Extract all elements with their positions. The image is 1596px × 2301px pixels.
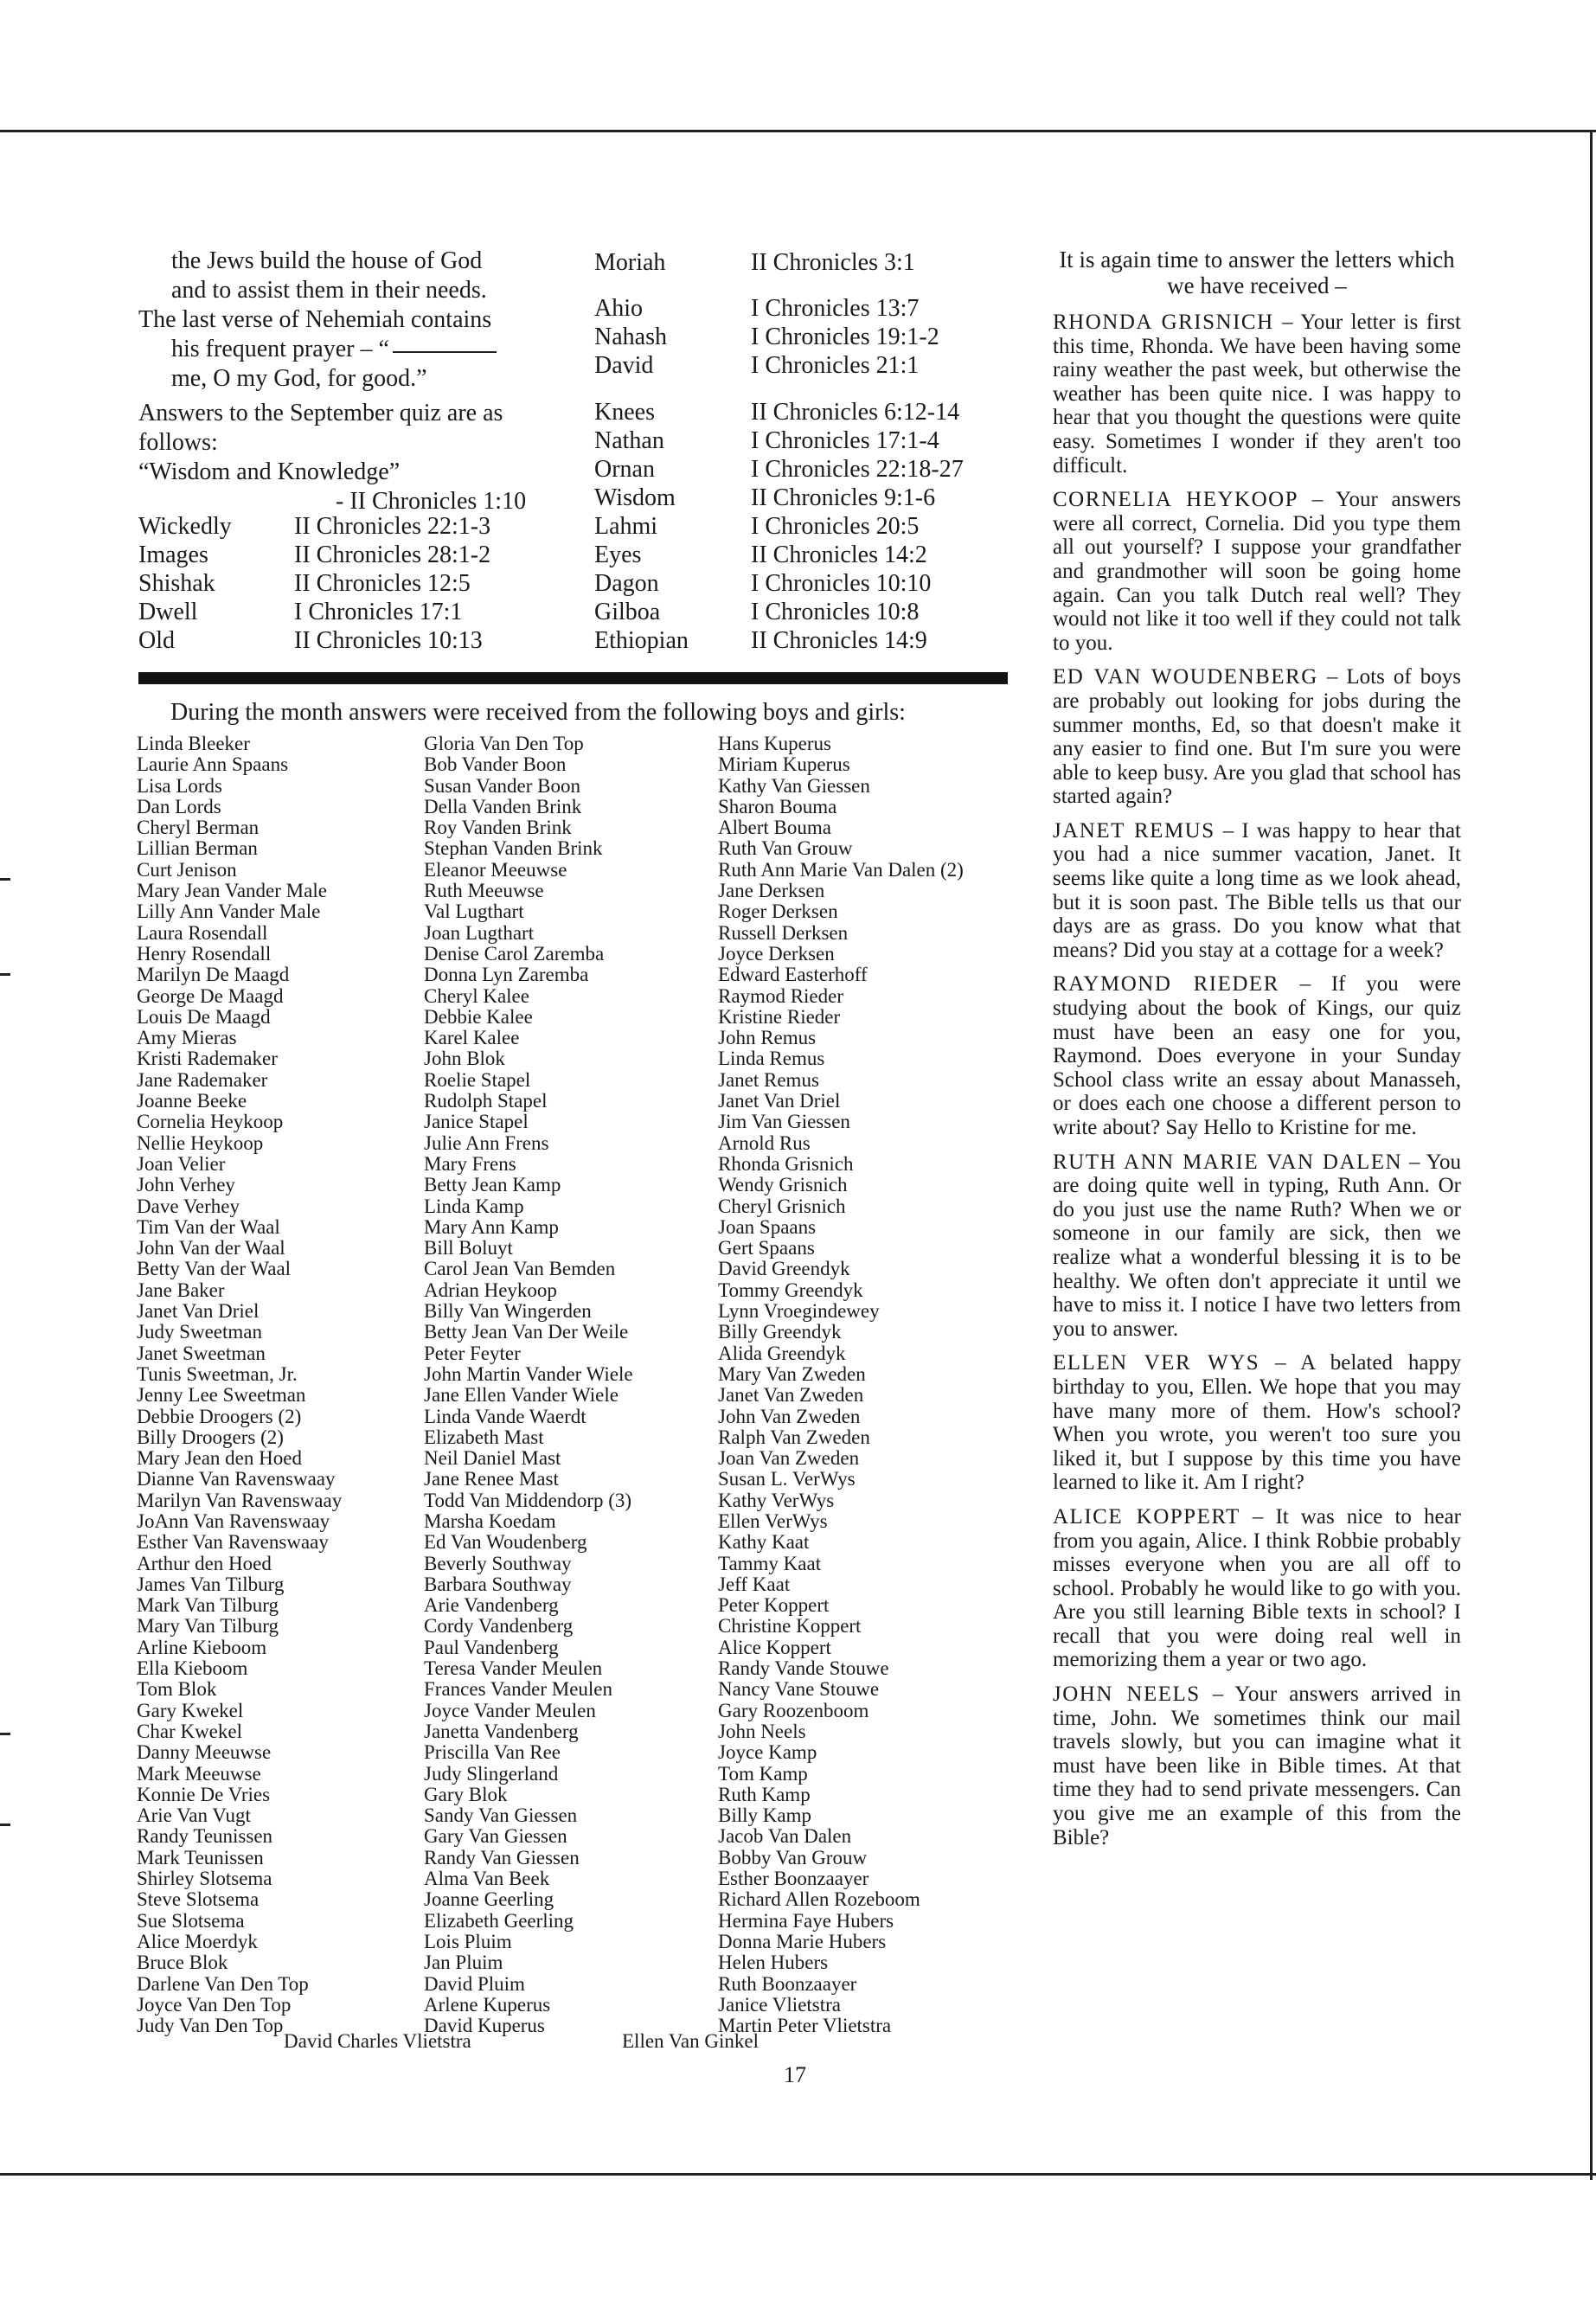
dash-separator: – bbox=[1298, 488, 1336, 512]
dash-separator: – bbox=[1402, 1150, 1426, 1174]
name-entry: Raymod Rieder bbox=[718, 984, 843, 1007]
name-entry: Todd Van Middendorp (3) bbox=[424, 1489, 632, 1511]
letter-reply bbox=[1053, 665, 1461, 809]
name-entry: Sue Slotsema bbox=[137, 1909, 245, 1932]
name-entry: Cheryl Berman bbox=[137, 817, 260, 839]
name-entry: Kathy Van Giessen bbox=[718, 774, 870, 797]
names-heading: During the month answers were received from the following boys and girls: bbox=[170, 699, 906, 726]
name-entry: Lilly Ann Vander Male bbox=[137, 901, 321, 923]
quiz-word: Wisdom bbox=[594, 484, 676, 511]
letter-text: I was happy to hear that you had a nice summer vacation, Janet. It seems like quite a long time as we look ahead, but it is soon past. The Bible tells us that our days are as grass. Do you know what that means? Did you stay at a cottage for a week? bbox=[1053, 818, 1461, 962]
name-entry: Alida Greendyk bbox=[718, 1342, 846, 1364]
letter-recipient: ED VAN WOUDENBERG bbox=[1053, 665, 1318, 689]
name-entry: Jan Pluim bbox=[424, 1952, 503, 1974]
name-entry: Steve Slotsema bbox=[137, 1888, 260, 1911]
name-entry: Judy Slingerland bbox=[424, 1762, 559, 1785]
quiz-ref: I Chronicles 10:8 bbox=[751, 599, 920, 625]
name-entry: Mary Ann Kamp bbox=[424, 1215, 559, 1238]
name-entry: Janice Vlietstra bbox=[718, 1993, 841, 2016]
name-entry: Rhonda Grisnich bbox=[718, 1152, 854, 1175]
name-entry: Frances Vander Meulen bbox=[424, 1678, 613, 1701]
name-entry: Arnold Rus bbox=[718, 1131, 811, 1154]
name-entry: Roy Vanden Brink bbox=[424, 817, 572, 839]
quiz-word: Wickedly bbox=[138, 513, 232, 540]
name-entry: Judy Van Den Top bbox=[137, 2015, 284, 2037]
letter-reply bbox=[1053, 1351, 1461, 1495]
quiz-word: Images bbox=[138, 542, 208, 568]
quiz-ref: II Chronicles 10:13 bbox=[294, 627, 483, 654]
quiz-ref: II Chronicles 28:1-2 bbox=[294, 542, 491, 568]
name-entry: Mary Jean Vander Male bbox=[137, 880, 327, 902]
name-entry: Debbie Kalee bbox=[424, 1005, 533, 1028]
name-entry: Billy Greendyk bbox=[718, 1321, 842, 1343]
name-entry: Arthur den Hoed bbox=[137, 1552, 272, 1574]
dash-separator: – bbox=[1240, 1504, 1276, 1529]
name-entry: Joyce Vander Meulen bbox=[424, 1699, 596, 1721]
intro-line bbox=[138, 335, 554, 364]
name-entry: Randy Vande Stouwe bbox=[718, 1657, 889, 1680]
letter-reply bbox=[1053, 972, 1461, 1139]
name-entry: Peter Koppert bbox=[718, 1594, 830, 1617]
name-entry: Mary Van Tilburg bbox=[137, 1615, 279, 1638]
intro-paragraph bbox=[138, 247, 554, 516]
intro-line: the Jews build the house of God bbox=[171, 247, 483, 274]
name-entry: Cheryl Kalee bbox=[424, 984, 529, 1007]
name-entry: Betty Jean Kamp bbox=[424, 1174, 561, 1196]
name-entry: Tunis Sweetman, Jr. bbox=[137, 1362, 298, 1385]
name-entry: Gary Blok bbox=[424, 1783, 508, 1805]
name-entry: Tommy Greendyk bbox=[718, 1279, 863, 1301]
quiz-ref: I Chronicles 22:18-27 bbox=[751, 456, 964, 483]
margin-tick bbox=[0, 1823, 10, 1826]
quiz-word: Lahmi bbox=[594, 513, 658, 540]
name-entry: John Van der Waal bbox=[137, 1237, 285, 1259]
name-entry: Arie Van Vugt bbox=[137, 1804, 251, 1827]
name-entry: Gary Roozenboom bbox=[718, 1699, 869, 1721]
name-entry: Alice Moerdyk bbox=[137, 1930, 258, 1952]
quiz-word: Dwell bbox=[138, 599, 198, 625]
quiz-title-ref: - II Chronicles 1:10 bbox=[336, 488, 527, 515]
name-entry: Amy Mieras bbox=[137, 1027, 237, 1049]
name-entry: Janet Van Driel bbox=[137, 1300, 260, 1323]
name-entry: Nellie Heykoop bbox=[137, 1131, 264, 1154]
name-entry: Linda Remus bbox=[718, 1048, 825, 1070]
quiz-word: Dagon bbox=[594, 570, 659, 597]
name-entry: Jane Baker bbox=[137, 1279, 225, 1301]
name-entry: Neil Daniel Mast bbox=[424, 1447, 561, 1470]
page-border-right bbox=[1590, 130, 1593, 2180]
letter-recipient: RAYMOND RIEDER bbox=[1053, 972, 1279, 997]
name-entry: Elizabeth Geerling bbox=[424, 1909, 574, 1932]
page-number: 17 bbox=[784, 2062, 806, 2087]
letters-column bbox=[1053, 247, 1461, 1860]
name-entry: Bob Vander Boon bbox=[424, 753, 567, 776]
name-entry: Janet Sweetman bbox=[137, 1342, 266, 1364]
name-entry: Lois Pluim bbox=[424, 1930, 512, 1952]
quiz-word: Shishak bbox=[138, 570, 215, 597]
letter-text: Your letter is first this time, Rhonda. We have been having some rainy weather the past week, but otherwise the weather has been quite nice. I was happy to hear that you thought the questions were quite easy. Sometimes I wonder if they aren't too difficult. bbox=[1053, 311, 1461, 478]
name-entry: Russell Derksen bbox=[718, 921, 849, 944]
name-entry: Bill Boluyt bbox=[424, 1237, 513, 1259]
name-entry: Randy Teunissen bbox=[137, 1825, 273, 1848]
name-entry: Paul Vandenberg bbox=[424, 1636, 559, 1658]
names-column-1 bbox=[137, 734, 342, 2036]
name-entry: Kristi Rademaker bbox=[137, 1048, 278, 1070]
name-entry: Tammy Kaat bbox=[718, 1552, 822, 1574]
name-entry: Jane Renee Mast bbox=[424, 1468, 559, 1490]
name-entry: Ralph Van Zweden bbox=[718, 1426, 870, 1448]
quiz-word: Ethiopian bbox=[594, 627, 689, 654]
name-entry: Barbara Southway bbox=[424, 1573, 572, 1595]
name-entry: George De Maagd bbox=[137, 984, 284, 1007]
name-entry: Mary Jean den Hoed bbox=[137, 1447, 302, 1470]
dash-separator: – bbox=[1279, 972, 1331, 997]
name-entry: Joyce Derksen bbox=[718, 942, 835, 965]
name-entry: Julie Ann Frens bbox=[424, 1131, 549, 1154]
letter-reply bbox=[1053, 488, 1461, 655]
name-entry: Roelie Stapel bbox=[424, 1068, 531, 1091]
name-entry: Mary Van Zweden bbox=[718, 1362, 866, 1385]
letter-text: It was nice to hear from you again, Alice. I think Robbie probably misses everyone when you are all off to school. Probably he would like to go with you. Are you still learning Bible texts in school? I recall that you were doing real well in memorizing them a year or two ago. bbox=[1053, 1504, 1462, 1672]
margin-tick bbox=[0, 878, 10, 881]
quiz-ref: I Chronicles 19:1-2 bbox=[751, 324, 939, 350]
name-entry: Alma Van Beek bbox=[424, 1868, 550, 1890]
name-entry: Ruth Ann Marie Van Dalen (2) bbox=[718, 858, 964, 881]
name-entry: Linda Bleeker bbox=[137, 733, 250, 754]
quiz-word: Moriah bbox=[594, 249, 666, 276]
quiz-word: Gilboa bbox=[594, 599, 661, 625]
name-entry: Priscilla Van Ree bbox=[424, 1741, 561, 1764]
name-entry: Sharon Bouma bbox=[718, 795, 837, 817]
names-column-3 bbox=[718, 734, 964, 2036]
name-entry: Karel Kalee bbox=[424, 1027, 520, 1049]
quiz-title: “Wisdom and Knowledge” bbox=[138, 458, 401, 485]
name-entry: Roger Derksen bbox=[718, 901, 838, 923]
name-entry: Janetta Vandenberg bbox=[424, 1720, 579, 1742]
name-entry: Linda Vande Waerdt bbox=[424, 1405, 586, 1427]
name-entry: Ruth Boonzaayer bbox=[718, 1972, 857, 1995]
quiz-ref: I Chronicles 10:10 bbox=[751, 570, 932, 597]
prayer-text: his frequent prayer – “ bbox=[171, 336, 389, 362]
name-entry: Hans Kuperus bbox=[718, 733, 831, 754]
name-entry: Esther Van Ravenswaay bbox=[137, 1531, 329, 1554]
name-entry: Gary Van Giessen bbox=[424, 1825, 567, 1848]
name-entry: David Pluim bbox=[424, 1972, 525, 1995]
name-entry: Susan L. VerWys bbox=[718, 1468, 856, 1490]
name-entry: Tim Van der Waal bbox=[137, 1215, 280, 1238]
quiz-word: David bbox=[594, 352, 654, 379]
name-entry: Darlene Van Den Top bbox=[137, 1972, 309, 1995]
name-entry: Arline Kieboom bbox=[137, 1636, 267, 1658]
page-border-top bbox=[0, 130, 1596, 132]
name-entry: John Neels bbox=[718, 1720, 806, 1742]
name-entry: Jane Ellen Vander Wiele bbox=[424, 1384, 619, 1407]
quiz-ref: I Chronicles 21:1 bbox=[751, 352, 920, 379]
letter-reply bbox=[1053, 819, 1461, 963]
fill-in-blank bbox=[393, 351, 497, 353]
name-entry: Joan Spaans bbox=[718, 1215, 817, 1238]
name-entry: Miriam Kuperus bbox=[718, 753, 850, 776]
name-entry: Lillian Berman bbox=[137, 837, 258, 860]
name-entry: Martin Peter Vlietstra bbox=[718, 2015, 892, 2037]
name-entry: Cheryl Grisnich bbox=[718, 1195, 846, 1217]
section-divider bbox=[138, 672, 1008, 684]
name-entry: Sandy Van Giessen bbox=[424, 1804, 578, 1827]
name-entry: Betty Van der Waal bbox=[137, 1258, 292, 1280]
name-entry: Jane Derksen bbox=[718, 880, 825, 902]
name-entry: Henry Rosendall bbox=[137, 942, 272, 965]
name-entry: Alice Koppert bbox=[718, 1636, 831, 1658]
name-entry: Arie Vandenberg bbox=[424, 1594, 559, 1617]
name-entry: Linda Kamp bbox=[424, 1195, 524, 1217]
name-entry: Gert Spaans bbox=[718, 1237, 815, 1259]
name-entry: Joan Velier bbox=[137, 1152, 226, 1175]
dash-separator: – bbox=[1259, 1351, 1301, 1375]
name-entry: Billy Kamp bbox=[718, 1804, 811, 1827]
intro-line: me, O my God, for good.” bbox=[171, 365, 427, 392]
dash-separator: – bbox=[1215, 818, 1242, 843]
letter-reply bbox=[1053, 1682, 1461, 1849]
name-entry: Denise Carol Zaremba bbox=[424, 942, 605, 965]
name-entry: JoAnn Van Ravenswaay bbox=[137, 1509, 330, 1532]
name-entry: Elizabeth Mast bbox=[424, 1426, 544, 1448]
name-entry: Nancy Vane Stouwe bbox=[718, 1678, 880, 1701]
names-column-2 bbox=[424, 734, 633, 2036]
name-entry: Louis De Maagd bbox=[137, 1005, 271, 1028]
quiz-ref: I Chronicles 17:1-4 bbox=[751, 427, 939, 454]
letter-recipient: RUTH ANN MARIE VAN DALEN bbox=[1053, 1150, 1403, 1174]
name-entry: Janet Remus bbox=[718, 1068, 819, 1091]
name-entry: Albert Bouma bbox=[718, 817, 831, 839]
dash-separator: – bbox=[1317, 665, 1347, 689]
name-entry: Della Vanden Brink bbox=[424, 795, 582, 817]
name-entry: Laurie Ann Spaans bbox=[137, 753, 289, 776]
quiz-ref: II Chronicles 14:9 bbox=[751, 627, 927, 654]
name-entry: Kristine Rieder bbox=[718, 1005, 841, 1028]
name-entry: Eleanor Meeuwse bbox=[424, 858, 567, 881]
name-entry: Beverly Southway bbox=[424, 1552, 572, 1574]
quiz-ref: II Chronicles 12:5 bbox=[294, 570, 471, 597]
name-entry: Jim Van Giessen bbox=[718, 1111, 850, 1133]
letter-recipient: ELLEN VER WYS bbox=[1053, 1351, 1260, 1375]
quiz-word: Nahash bbox=[594, 324, 667, 350]
name-entry: Ellen VerWys bbox=[718, 1509, 828, 1532]
name-entry: Bruce Blok bbox=[137, 1952, 228, 1974]
letters-intro: It is again time to answer the letters which we have received – bbox=[1059, 247, 1455, 298]
name-entry: James Van Tilburg bbox=[137, 1573, 285, 1595]
letter-text: Your answers arrived in time, John. We sometimes think our mail travels slowly, but you can imagine what it must have been like in Bible times. At that time they had to send private messengers. Can you give me an example of this from the Bible? bbox=[1053, 1682, 1461, 1849]
name-entry: Joan Lugthart bbox=[424, 921, 535, 944]
name-entry: Konnie De Vries bbox=[137, 1783, 271, 1805]
name-entry: Ellen Van Ginkel bbox=[622, 2030, 759, 2052]
name-entry: Donna Lyn Zaremba bbox=[424, 964, 589, 986]
name-entry: Arlene Kuperus bbox=[424, 1993, 551, 2016]
name-entry: Ed Van Woudenberg bbox=[424, 1531, 587, 1554]
name-entry: Janet Van Zweden bbox=[718, 1384, 864, 1407]
margin-tick bbox=[0, 973, 10, 976]
intro-line: and to assist them in their needs. bbox=[171, 277, 487, 304]
dash-separator: – bbox=[1200, 1682, 1235, 1707]
letter-reply bbox=[1053, 311, 1461, 478]
name-entry: Laura Rosendall bbox=[137, 921, 268, 944]
name-entry: Peter Feyter bbox=[424, 1342, 521, 1364]
quiz-ref: II Chronicles 22:1-3 bbox=[294, 513, 491, 540]
name-entry: Tom Kamp bbox=[718, 1762, 808, 1785]
name-entry: David Kuperus bbox=[424, 2015, 545, 2037]
name-entry: Dan Lords bbox=[137, 795, 221, 817]
name-entry: Debbie Droogers (2) bbox=[137, 1405, 302, 1427]
letter-recipient: CORNELIA HEYKOOP bbox=[1053, 488, 1299, 512]
letter-text: A belated happy birthday to you, Ellen. We hope that you may have many more of them. How's school? When you wrote, you weren't too sure you liked it, but I suppose by this time you have learned to like it. Am I right? bbox=[1053, 1351, 1461, 1495]
name-entry: Curt Jenison bbox=[137, 858, 237, 881]
letter-text: Your answers were all correct, Cornelia. Did you type them all out yourself? I suppose your grandfather and grandmother will soon be going home again. Can you talk Dutch real well? They would not like it too well if they could not talk to you. bbox=[1053, 488, 1461, 655]
name-entry: David Charles Vlietstra bbox=[284, 2030, 471, 2052]
name-entry: Mark Meeuwse bbox=[137, 1762, 261, 1785]
name-entry: Donna Marie Hubers bbox=[718, 1930, 887, 1952]
name-entry: John Blok bbox=[424, 1048, 505, 1070]
name-entry: Joyce Kamp bbox=[718, 1741, 817, 1764]
page-border-bottom bbox=[0, 2173, 1596, 2176]
name-entry: Edward Easterhoff bbox=[718, 964, 868, 986]
name-entry: Jenny Lee Sweetman bbox=[137, 1384, 306, 1407]
name-entry: Marilyn De Maagd bbox=[137, 964, 290, 986]
intro-line: follows: bbox=[138, 429, 218, 456]
quiz-ref: II Chronicles 9:1-6 bbox=[751, 484, 936, 511]
name-entry: Ruth Van Grouw bbox=[718, 837, 853, 860]
quiz-word: Ornan bbox=[594, 456, 655, 483]
name-entry: David Greendyk bbox=[718, 1258, 850, 1280]
name-entry: Joan Van Zweden bbox=[718, 1447, 860, 1470]
name-entry: Teresa Vander Meulen bbox=[424, 1657, 603, 1680]
name-entry: Randy Van Giessen bbox=[424, 1846, 580, 1868]
name-entry: Dianne Van Ravenswaay bbox=[137, 1468, 336, 1490]
name-entry: Mark Van Tilburg bbox=[137, 1594, 279, 1617]
quiz-word: Knees bbox=[594, 399, 655, 426]
name-entry: Joanne Geerling bbox=[424, 1888, 554, 1911]
name-entry: Char Kwekel bbox=[137, 1720, 242, 1742]
intro-line: The last verse of Nehemiah contains bbox=[138, 306, 492, 333]
name-entry: Val Lugthart bbox=[424, 901, 524, 923]
quiz-word: Ahio bbox=[594, 295, 643, 322]
name-entry: Bobby Van Grouw bbox=[718, 1846, 868, 1868]
name-entry: Cornelia Heykoop bbox=[137, 1111, 284, 1133]
letter-text: If you were studying about the book of Kings, our quiz must have been an easy one for you, Raymond. Does everyone in your Sunday School class write an essay about Manasseh, or does each one choose a different person to write about? Say Hello to Kristine for me. bbox=[1053, 972, 1461, 1139]
name-entry: Esther Boonzaayer bbox=[718, 1868, 869, 1890]
name-entry: Jane Rademaker bbox=[137, 1068, 268, 1091]
name-entry: Richard Allen Rozeboom bbox=[718, 1888, 920, 1911]
name-entry: John Van Zweden bbox=[718, 1405, 861, 1427]
quiz-word: Eyes bbox=[594, 542, 642, 568]
name-entry: Tom Blok bbox=[137, 1678, 217, 1701]
name-entry: John Martin Vander Wiele bbox=[424, 1362, 633, 1385]
name-entry: Mary Frens bbox=[424, 1152, 516, 1175]
name-entry: Janice Stapel bbox=[424, 1111, 529, 1133]
quiz-ref: II Chronicles 3:1 bbox=[751, 249, 915, 276]
name-entry: Billy Droogers (2) bbox=[137, 1426, 284, 1448]
name-entry: Wendy Grisnich bbox=[718, 1174, 848, 1196]
name-entry: Helen Hubers bbox=[718, 1952, 829, 1974]
name-entry: Susan Vander Boon bbox=[424, 774, 581, 797]
quiz-ref: II Chronicles 14:2 bbox=[751, 542, 927, 568]
name-entry: Ruth Meeuwse bbox=[424, 880, 544, 902]
name-entry: Mark Teunissen bbox=[137, 1846, 264, 1868]
name-entry: Shirley Slotsema bbox=[137, 1868, 272, 1890]
name-entry: Lynn Vroegindewey bbox=[718, 1300, 880, 1323]
letter-recipient: JANET REMUS bbox=[1053, 818, 1215, 843]
name-entry: Judy Sweetman bbox=[137, 1321, 263, 1343]
name-entry: Kathy Kaat bbox=[718, 1531, 810, 1554]
quiz-word: Old bbox=[138, 627, 175, 654]
name-entry: Dave Verhey bbox=[137, 1195, 240, 1217]
name-entry: John Verhey bbox=[137, 1174, 235, 1196]
name-entry: Jeff Kaat bbox=[718, 1573, 791, 1595]
name-entry: John Remus bbox=[718, 1027, 817, 1049]
intro-line: Answers to the September quiz are as bbox=[138, 400, 503, 426]
name-entry: Joanne Beeke bbox=[137, 1090, 247, 1112]
name-entry: Gloria Van Den Top bbox=[424, 733, 584, 754]
name-entry: Jacob Van Dalen bbox=[718, 1825, 852, 1848]
name-entry: Janet Van Driel bbox=[718, 1090, 841, 1112]
name-entry: Ella Kieboom bbox=[137, 1657, 248, 1680]
name-entry: Marilyn Van Ravenswaay bbox=[137, 1489, 343, 1511]
name-entry: Cordy Vandenberg bbox=[424, 1615, 574, 1638]
letter-reply bbox=[1053, 1150, 1461, 1342]
quiz-ref: I Chronicles 13:7 bbox=[751, 295, 920, 322]
name-entry: Gary Kwekel bbox=[137, 1699, 244, 1721]
letter-text: Lots of boys are probably out looking for jobs during the summer months, Ed, so that doesn't make it any easier to find one. But I'm sure you were able to keep busy. Are you glad that school has started again? bbox=[1053, 665, 1461, 809]
name-entry: Christine Koppert bbox=[718, 1615, 862, 1638]
name-entry: Marsha Koedam bbox=[424, 1509, 556, 1532]
quiz-word: Nathan bbox=[594, 427, 664, 454]
quiz-ref: I Chronicles 17:1 bbox=[294, 599, 463, 625]
name-entry: Hermina Faye Hubers bbox=[718, 1909, 894, 1932]
name-entry: Danny Meeuwse bbox=[137, 1741, 272, 1764]
name-entry: Kathy VerWys bbox=[718, 1489, 835, 1511]
margin-tick bbox=[0, 1733, 10, 1735]
letter-text: You are doing quite well in typing, Ruth Ann. Or do you just use the name Ruth? When we or someone in our family are sick, then we realize what a wonderful blessing it is to be healthy. We often don't appreciate it until we have to miss it. I notice I have two letters from you to answer. bbox=[1053, 1150, 1461, 1341]
name-entry: Adrian Heykoop bbox=[424, 1279, 557, 1301]
letter-recipient: ALICE KOPPERT bbox=[1053, 1504, 1240, 1529]
name-entry: Stephan Vanden Brink bbox=[424, 837, 603, 860]
letter-reply bbox=[1053, 1505, 1461, 1672]
dash-separator: – bbox=[1273, 311, 1301, 334]
letter-recipient: RHONDA GRISNICH bbox=[1053, 311, 1274, 334]
name-entry: Billy Van Wingerden bbox=[424, 1300, 592, 1323]
name-entry: Betty Jean Van Der Weile bbox=[424, 1321, 629, 1343]
name-entry: Ruth Kamp bbox=[718, 1783, 811, 1805]
name-entry: Carol Jean Van Bemden bbox=[424, 1258, 616, 1280]
letter-recipient: JOHN NEELS bbox=[1053, 1682, 1201, 1707]
name-entry: Lisa Lords bbox=[137, 774, 223, 797]
name-entry: Rudolph Stapel bbox=[424, 1090, 548, 1112]
quiz-ref: II Chronicles 6:12-14 bbox=[751, 399, 960, 426]
name-entry: Joyce Van Den Top bbox=[137, 1993, 292, 2016]
quiz-ref: I Chronicles 20:5 bbox=[751, 513, 920, 540]
